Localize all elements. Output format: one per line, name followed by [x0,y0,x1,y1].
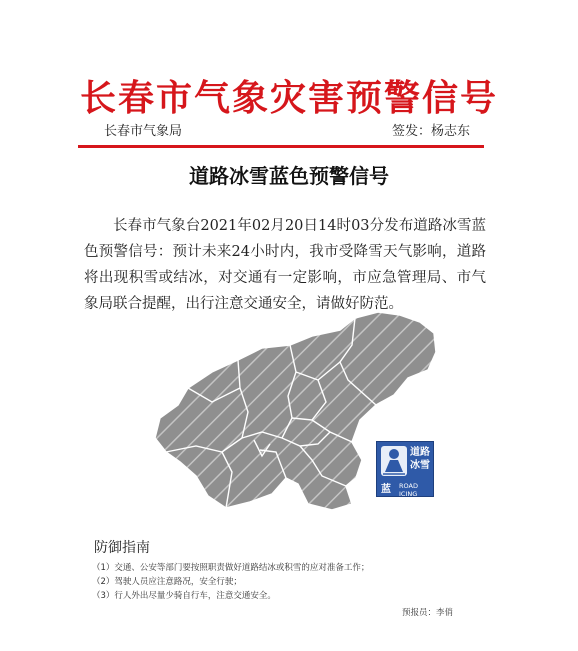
document-title: 长春市气象灾害预警信号 [79,78,498,119]
guide-list [92,561,492,603]
badge-label: 道路 冰雪 [410,447,430,471]
badge-level: 蓝 [381,484,391,495]
guide-item: （3）行人外出尽量少骑自行车，注意交通安全。 [92,591,276,601]
road-icing-warning-badge [376,441,434,497]
guide-heading: 防御指南 [94,540,150,556]
signal-body: 长春市气象台2021年02月20日14时03分发布道路冰雪蓝色预警信号：预计未来24小时内，我市受降雪天气影响，道路将出现积雪或结冰，对交通有一定影响，市应急管理局、市气象局联合提醒，出行注意交通安全，请做好防范。 [84,217,486,312]
badge-english: ROAD ICING [399,482,418,498]
signal-title: 道路冰雪蓝色预警信号 [189,164,389,188]
signer: 签发：杨志东 [391,124,470,139]
road-icing-icon [381,446,407,476]
guide-item: （1）交通、公安等部门要按照职责做好道路结冰或积雪的应对准备工作； [92,563,370,573]
forecaster: 预报员：李俏 [402,608,454,618]
guide-item: （2）驾驶人员应注意路况，安全行驶； [92,577,242,587]
issuer: 长春市气象局 [104,124,183,139]
